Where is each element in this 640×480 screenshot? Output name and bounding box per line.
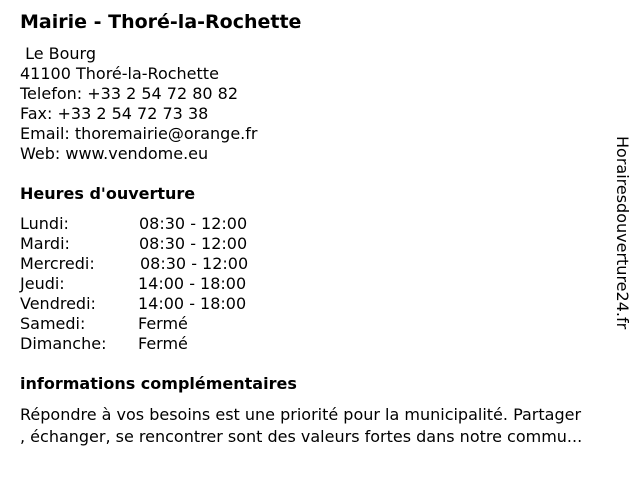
time-value: 08:30 - 12:00: [139, 234, 248, 253]
fax-number: Fax: +33 2 54 72 73 38: [20, 104, 209, 123]
address-street: Le Bourg: [20, 44, 97, 63]
hours-row-wednesday: [20, 254, 320, 274]
time-value: Fermé: [138, 334, 188, 353]
info-line-2: , échanger, se rencontrer sont des valeurs fortes dans notre commu...: [20, 427, 583, 446]
time-value: 08:30 - 12:00: [139, 214, 248, 233]
day-label: Samedi:: [20, 314, 86, 333]
hours-row-monday: [20, 214, 320, 234]
day-label: Mardi:: [20, 234, 70, 253]
hours-row-sunday: [20, 334, 320, 354]
day-label: Dimanche:: [20, 334, 107, 353]
day-label: Mercredi:: [20, 254, 95, 273]
opening-hours-table: [20, 214, 320, 354]
phone-number: Telefon: +33 2 54 72 80 82: [20, 84, 239, 103]
website: Web: www.vendome.eu: [20, 144, 209, 163]
email-address: Email: thoremairie@orange.fr: [20, 124, 258, 143]
time-value: Fermé: [138, 314, 188, 333]
hours-row-thursday: [20, 274, 320, 294]
hours-row-saturday: [20, 314, 320, 334]
side-brand: [612, 136, 632, 346]
day-label: Jeudi:: [20, 274, 65, 293]
hours-heading: Heures d'ouverture: [20, 184, 196, 203]
info-heading: informations complémentaires: [20, 374, 297, 393]
info-line-1: Répondre à vos besoins est une priorité pour la municipalité. Partager: [20, 405, 582, 424]
day-label: Vendredi:: [20, 294, 96, 313]
hours-row-tuesday: [20, 234, 320, 254]
day-label: Lundi:: [20, 214, 69, 233]
time-value: 14:00 - 18:00: [138, 274, 247, 293]
time-value: 14:00 - 18:00: [138, 294, 247, 313]
hours-row-friday: [20, 294, 320, 314]
info-description: [20, 404, 632, 448]
side-brand-text: Horairesdouverture24.fr: [613, 136, 632, 330]
address-block: [20, 44, 257, 164]
time-value: 08:30 - 12:00: [140, 254, 249, 273]
address-city: 41100 Thoré-la-Rochette: [20, 64, 219, 83]
page-title: Mairie - Thoré-la-Rochette: [20, 11, 302, 33]
